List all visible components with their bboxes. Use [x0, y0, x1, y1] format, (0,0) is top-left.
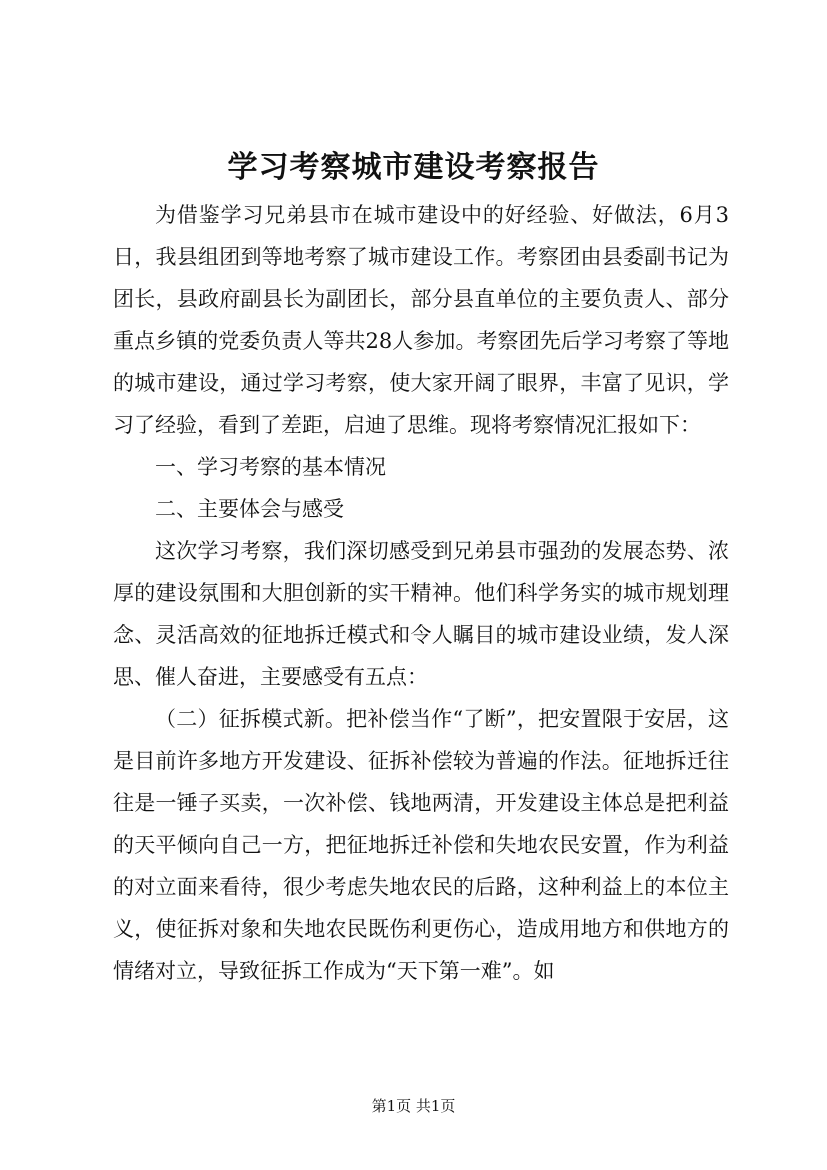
paragraph-intro: 为借鉴学习兄弟县市在城市建设中的好经验、好做法，6月3日，我县组团到等地考察了城市建设工作。考察团由县委副书记为团长，县政府副县长为副团长，部分县直单位的主要负责人、部分重点乡镇的党委负责人等共28人参加。考察团先后学习考察了等地的城市建设，通过学习考察，使大家开阔了眼界，丰富了见识，学习了经验，看到了差距，启迪了思维。现将考察情况汇报如下：	[113, 203, 729, 437]
document-body	[113, 194, 729, 992]
document-title: 学习考察城市建设考察报告	[227, 150, 600, 185]
paragraph-impressions: 这次学习考察，我们深切感受到兄弟县市强劲的发展态势、浓厚的建设氛围和大胆创新的实干精神。他们科学务实的城市规划理念、灵活高效的征地拆迁模式和令人瞩目的城市建设业绩，发人深思、催人奋进，主要感受有五点：	[113, 539, 729, 689]
paragraph-demolition-model: （二）征拆模式新。把补偿当作“了断”，把安置限于安居，这是目前许多地方开发建设、征拆补偿较为普遍的作法。征地拆迁往往是一锤子买卖，一次补偿、钱地两清，开发建设主体总是把利益的天平倾向自己一方，把征地拆迁补偿和失地农民安置，作为利益的对立面来看待，很少考虑失地农民的后路，这种利益上的本位主义，使征拆对象和失地农民既伤利更伤心，造成用地方和供地方的情绪对立，导致征拆工作成为“天下第一难”。如	[113, 707, 729, 983]
section-heading-1: 一、学习考察的基本情况	[155, 455, 386, 479]
page-footer: 第1页 共1页	[371, 1097, 456, 1115]
section-heading-2: 二、主要体会与感受	[155, 497, 344, 521]
